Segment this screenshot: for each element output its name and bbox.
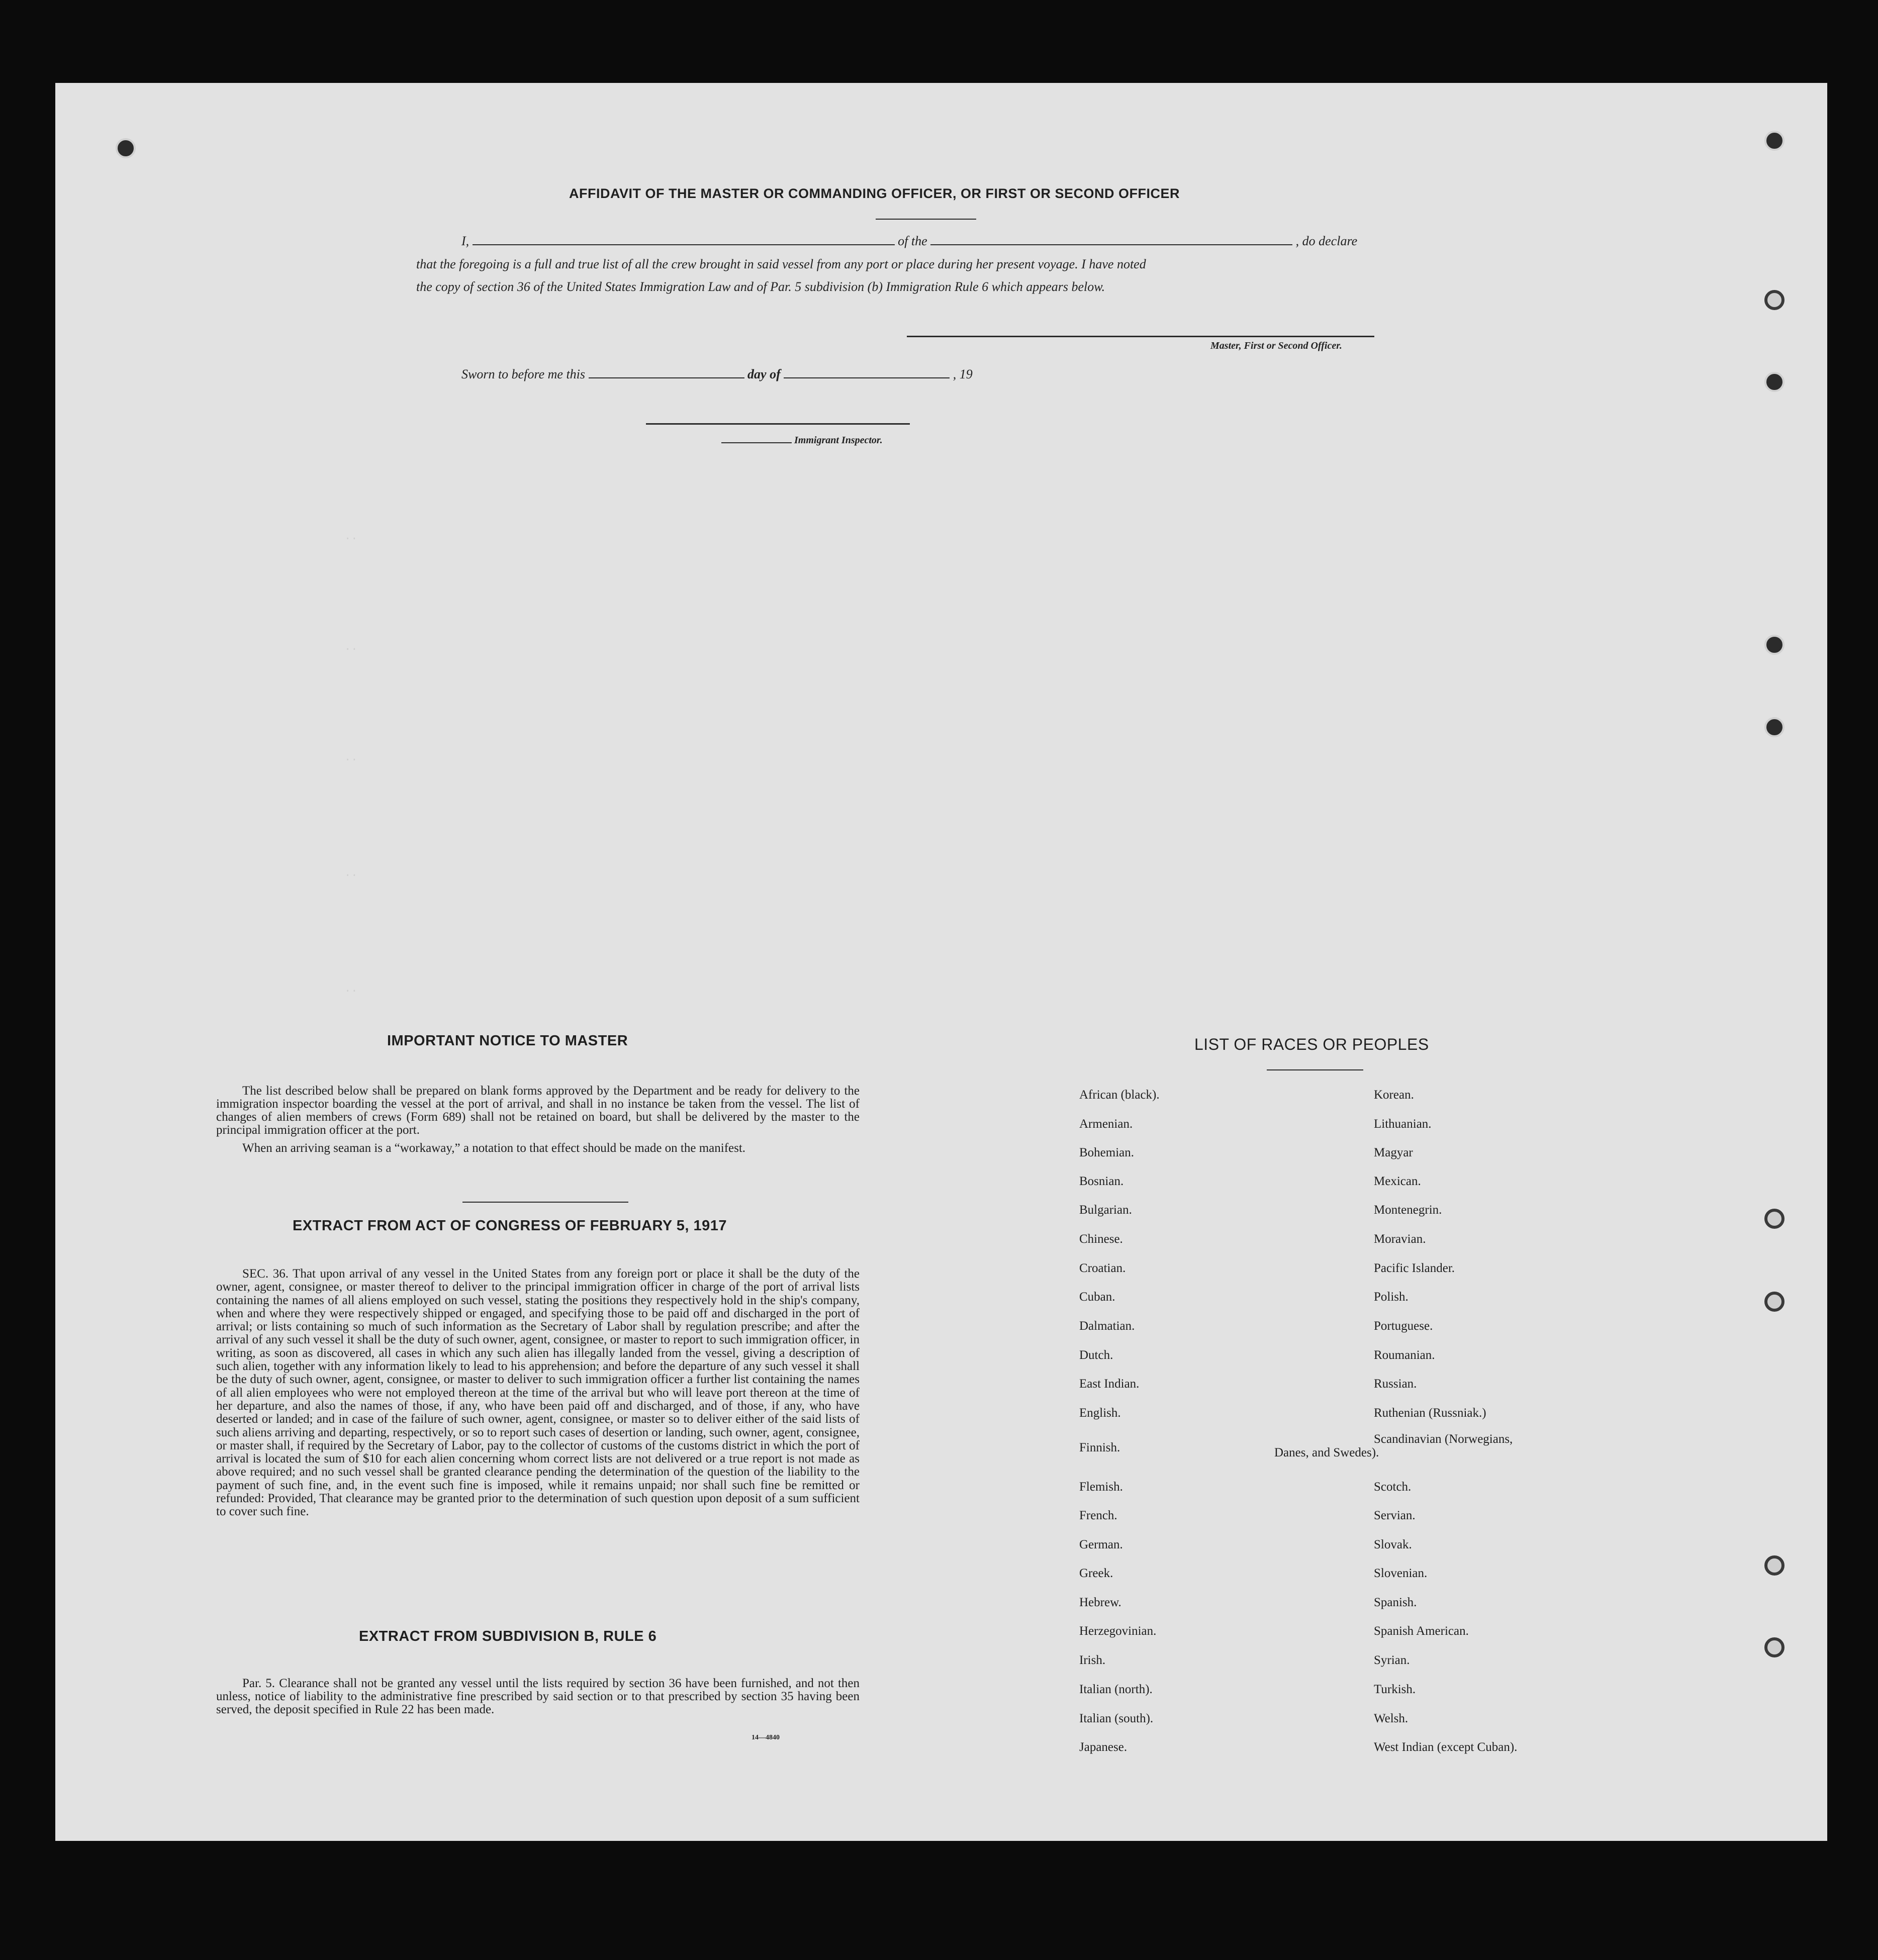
race-list-item: Turkish. [1374, 1683, 1416, 1696]
section-36-text: SEC. 36. That upon arrival of any vessel in the United States from any foreign port or place it shall be the duty of the owner, agent, consignee, or master thereof to deliver to the principal immigration officer in charge of the port of arrival lists containing the names of all aliens employed on such vessel, stating the positions they respectively hold in the ship's company, when and where they were respectively shipped or engaged, and specifying those to be paid off and discharged in the port of arrival; or lists containing so much of such information as the Secretary of Labor shall by regulation prescribe; and after the arrival of any such vessel it shall be the duty of such owner, agent, consignee, or master to report to such immigration officer, in writing, as soon as discovered, all cases in which any such alien has illegally landed from the vessel, giving a description of such alien, together with any information likely to lead to his apprehension; and before the departure of any such vessel it shall be the duty of such owner, agent, consignee, or master to deliver to such immigration officer a further list containing the names of all alien employees who were not employed thereon at the time of the arrival but who will leave port thereon at the time of her departure, and also the names of those, if any, who have been paid off and discharged, and of those, if any, who have deserted or landed; and in case of the failure of such owner, agent, consignee, or master so to deliver either of the said lists of such aliens arriving and departing, respectively, or so to report such cases of desertion or landing, such owner, agent, consignee, or master shall, if required by the Secretary of Labor, pay to the collector of customs of the customs district in which the port of arrival is located the sum of $10 for each alien concerning whom correct lists are not delivered or a true report is not made as above required; and no such vessel shall be granted clearance pending the determination of the question of the liability to the payment of such fine, and, in the event such fine is imposed, while it remains unpaid; nor shall such fine be remitted or refunded: Provided, That clearance may be granted prior to the determination of such question upon deposit of a sum sufficient to cover such fine. [216, 1267, 860, 1519]
race-list-item: Bohemian. [1079, 1146, 1135, 1159]
month-blank [784, 368, 950, 378]
bleed-through-mark: .. [344, 983, 358, 995]
punch-hole-icon [1764, 1555, 1785, 1576]
race-list-item: Moravian. [1374, 1232, 1426, 1246]
bleed-through-mark: .. [344, 867, 358, 879]
affidavit-line-2: that the foregoing is a full and true list of all the crew brought in said vessel from any port or place during her present voyage. I have noted [416, 257, 1146, 271]
races-title: LIST OF RACES OR PEOPLES [1194, 1035, 1429, 1053]
race-list-item: Finnish. [1079, 1441, 1120, 1454]
race-list-item: Croatian. [1079, 1261, 1126, 1275]
affidavit-title: AFFIDAVIT OF THE MASTER OR COMMANDING OFFICER, OR FIRST OR SECOND OFFICER [569, 186, 1180, 201]
affidavit-line-3: the copy of section 36 of the United States Immigration Law and of Par. 5 subdivision (b) Immigration Rule 6 which appears below. [416, 279, 1105, 294]
notice-paragraph-2: When an arriving seaman is a “workaway,” a notation to that effect should be made on the manifest. [242, 1141, 746, 1155]
affidavit-line-1 [461, 234, 1357, 249]
notice-title: IMPORTANT NOTICE TO MASTER [387, 1033, 628, 1049]
race-list-item: Japanese. [1079, 1740, 1128, 1754]
year-label: , 19 [953, 367, 973, 381]
punch-hole-icon [1764, 1637, 1785, 1657]
race-list-item: Italian (south). [1079, 1712, 1154, 1725]
race-list-item: Welsh. [1374, 1712, 1408, 1725]
race-list-item: Ruthenian (Russniak.) [1374, 1406, 1486, 1420]
name-blank [473, 235, 895, 245]
form-number: 14—4840 [752, 1734, 780, 1741]
extract-act-title: EXTRACT FROM ACT OF CONGRESS OF FEBRUARY 5, 1917 [293, 1218, 727, 1234]
notice-body [216, 1085, 860, 1160]
vessel-blank [930, 235, 1292, 245]
race-list-item: Pacific Islander. [1374, 1261, 1455, 1275]
race-list-item: Herzegovinian. [1079, 1624, 1157, 1638]
race-list-item: Greek. [1079, 1566, 1113, 1580]
race-list-item: Russian. [1374, 1377, 1417, 1391]
race-list-item: Hebrew. [1079, 1596, 1121, 1609]
race-list-item: Portuguese. [1374, 1319, 1433, 1333]
race-list-item: Roumanian. [1374, 1348, 1435, 1362]
punch-hole-icon [1764, 1292, 1785, 1312]
section-divider [462, 1202, 628, 1203]
race-list-item: Montenegrin. [1374, 1203, 1442, 1217]
sworn-label: Sworn to before me this [461, 367, 586, 381]
race-list-item: Flemish. [1079, 1480, 1123, 1494]
day-of-label: day of [747, 367, 781, 381]
punch-hole-icon [116, 138, 136, 158]
race-list-item: Slovak. [1374, 1538, 1412, 1551]
do-declare-label: , do declare [1295, 234, 1358, 248]
sworn-line [461, 367, 973, 382]
paragraph-5-text: Par. 5. Clearance shall not be granted any vessel until the lists required by section 36 have been furnished, and not then unless, notice of liability to the administrative fine prescribed by said section or to that prescribed by section 35 having been served, the deposit specified in Rule 22 has been made. [216, 1677, 860, 1716]
punch-hole-icon [1764, 372, 1785, 392]
race-list-item: Spanish. [1374, 1596, 1417, 1609]
title-underline [876, 219, 976, 220]
of-the-label: of the [898, 234, 927, 248]
inspector-label: Immigrant Inspector. [794, 435, 883, 446]
race-list-item: Scandinavian (Norwegians, [1374, 1432, 1513, 1446]
race-list-item: East Indian. [1079, 1377, 1140, 1391]
race-list-item: Scotch. [1374, 1480, 1412, 1494]
race-list-item: Polish. [1374, 1290, 1408, 1304]
race-list-item: English. [1079, 1406, 1121, 1420]
race-list-item: Irish. [1079, 1653, 1106, 1667]
punch-hole-icon [1764, 635, 1785, 655]
inspector-signature-label [721, 435, 883, 446]
races-title-underline [1267, 1069, 1363, 1070]
race-list-item: Armenian. [1079, 1117, 1133, 1131]
inspector-prefix-line [721, 437, 792, 443]
race-list-item: Dutch. [1079, 1348, 1113, 1362]
race-list-item: Servian. [1374, 1509, 1416, 1522]
race-list-item: Syrian. [1374, 1653, 1410, 1667]
race-list-item: Slovenian. [1374, 1566, 1428, 1580]
race-list-item: Mexican. [1374, 1174, 1421, 1188]
punch-hole-icon [1764, 717, 1785, 737]
inspector-signature-line [646, 423, 910, 425]
extract-rule-title: EXTRACT FROM SUBDIVISION B, RULE 6 [359, 1628, 657, 1644]
race-list-item: German. [1079, 1538, 1123, 1551]
race-list-item: Spanish American. [1374, 1624, 1469, 1638]
document-page [55, 83, 1827, 1841]
bleed-through-mark: .. [344, 530, 358, 543]
race-list-item: Bosnian. [1079, 1174, 1124, 1188]
race-list-item: Dalmatian. [1079, 1319, 1135, 1333]
extract-rule-body [216, 1677, 860, 1721]
race-list-item: Magyar [1374, 1146, 1413, 1159]
race-list-item: Cuban. [1079, 1290, 1115, 1304]
master-signature-line [907, 336, 1374, 337]
race-list-item: Korean. [1374, 1088, 1414, 1102]
punch-hole-icon [1764, 290, 1785, 310]
i-label: I, [461, 234, 470, 248]
bleed-through-mark: .. [344, 751, 358, 764]
extract-act-body [216, 1267, 860, 1524]
race-list-item: Bulgarian. [1079, 1203, 1132, 1217]
master-signature-label: Master, First or Second Officer. [1210, 340, 1342, 351]
punch-hole-icon [1764, 1209, 1785, 1229]
race-list-item: Lithuanian. [1374, 1117, 1432, 1131]
race-list-item: Danes, and Swedes). [1274, 1446, 1379, 1459]
punch-hole-icon [1764, 131, 1785, 151]
race-list-item: West Indian (except Cuban). [1374, 1740, 1518, 1754]
race-list-item: Chinese. [1079, 1232, 1123, 1246]
race-list-item: Italian (north). [1079, 1683, 1153, 1696]
day-blank [589, 368, 744, 378]
bleed-through-mark: .. [344, 641, 358, 653]
notice-paragraph-1: The list described below shall be prepared on blank forms approved by the Department and be ready for delivery to the immigration inspector boarding the vessel at the port of arrival, and shall in no instance be taken from the vessel. The list of changes of alien members of crews (Form 689) shall not be retained on board, but shall be delivered by the master to the principal immigration officer at the port. [216, 1084, 860, 1137]
race-list-item: African (black). [1079, 1088, 1160, 1102]
race-list-item: French. [1079, 1509, 1117, 1522]
